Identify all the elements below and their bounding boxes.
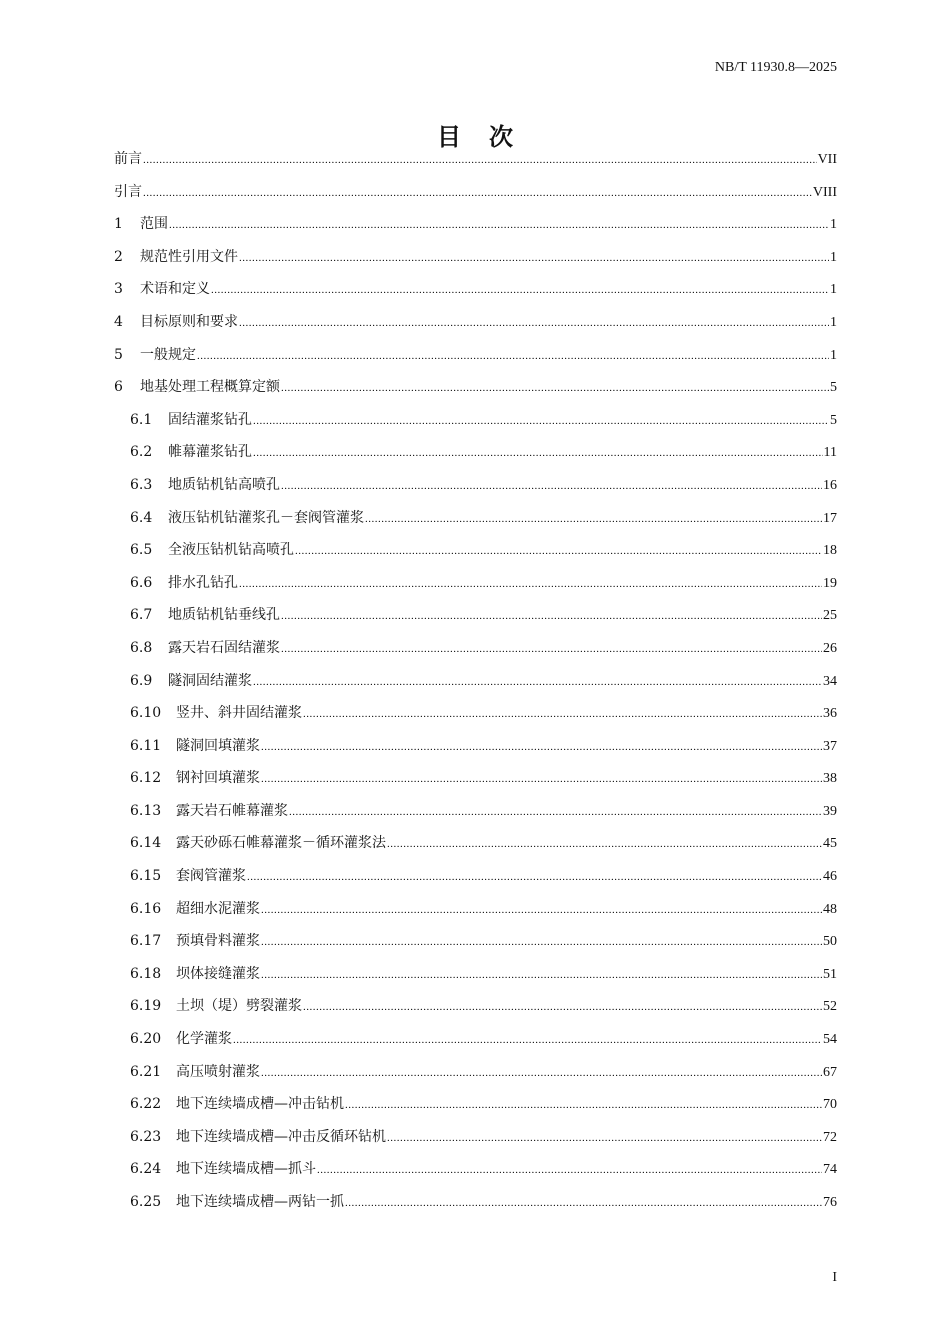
toc-entry-page: 38 bbox=[823, 771, 837, 787]
toc-entry-number: 6.16 bbox=[130, 900, 162, 917]
toc-entry[interactable] bbox=[114, 1091, 837, 1124]
toc-entry-title: 土坝（堤）劈裂灌浆 bbox=[176, 998, 302, 1015]
toc-entry-title: 预填骨料灌浆 bbox=[176, 933, 260, 950]
toc-entry-title: 全液压钻机钻高喷孔 bbox=[168, 542, 294, 559]
toc-entry-title: 地下连续墙成槽—冲击钻机 bbox=[176, 1096, 344, 1113]
toc-entry-title: 高压喷射灌浆 bbox=[176, 1063, 260, 1080]
toc-entry-title: 帷幕灌浆钻孔 bbox=[168, 444, 252, 461]
toc-entry-title: 规范性引用文件 bbox=[140, 248, 238, 265]
toc-entry-title: 坝体接缝灌浆 bbox=[176, 965, 260, 982]
toc-entry-title: 地下连续墙成槽—抓斗 bbox=[176, 1161, 316, 1178]
toc-leader-dots bbox=[239, 310, 829, 336]
page-title: 目次 bbox=[437, 123, 541, 151]
toc-leader-dots bbox=[197, 343, 829, 369]
toc-entry[interactable] bbox=[114, 635, 837, 668]
toc-leader-dots bbox=[289, 799, 822, 825]
toc-entry[interactable] bbox=[114, 733, 837, 766]
toc-entry[interactable] bbox=[114, 570, 837, 603]
toc-leader-dots bbox=[261, 1060, 822, 1086]
toc-entry-page: 1 bbox=[830, 347, 837, 363]
toc-leader-dots bbox=[317, 1157, 822, 1183]
toc-leader-dots bbox=[261, 897, 822, 923]
toc-leader-dots bbox=[387, 831, 822, 857]
toc-entry[interactable] bbox=[114, 896, 837, 929]
toc-entry-page: 54 bbox=[823, 1032, 837, 1048]
toc-entry-title: 隧洞固结灌浆 bbox=[168, 672, 252, 689]
toc-entry-page: 19 bbox=[823, 575, 837, 591]
toc-leader-dots bbox=[295, 538, 822, 564]
toc-entry-page: 46 bbox=[823, 869, 837, 885]
toc-entry-page: 17 bbox=[823, 510, 837, 526]
toc-leader-dots bbox=[281, 603, 822, 629]
toc-entry[interactable] bbox=[114, 602, 837, 635]
toc-entry[interactable] bbox=[114, 244, 837, 277]
toc-leader-dots bbox=[211, 277, 829, 303]
toc-entry[interactable] bbox=[114, 993, 837, 1026]
toc-entry-number: 6.22 bbox=[130, 1096, 162, 1113]
toc-entry-page: 1 bbox=[830, 249, 837, 265]
toc-entry-number: 6.5 bbox=[130, 542, 153, 559]
toc-entry-number: 6.25 bbox=[130, 1194, 162, 1210]
toc-entry-number: 6.19 bbox=[130, 998, 162, 1015]
toc-entry-number: 6.7 bbox=[130, 607, 153, 624]
toc-entry-title: 地质钻机钻垂线孔 bbox=[168, 607, 280, 624]
toc-entry-number: 6.6 bbox=[130, 574, 153, 591]
toc-entry-title: 竖井、斜井固结灌浆 bbox=[176, 705, 302, 722]
toc-entry[interactable] bbox=[114, 765, 837, 798]
toc-entry-number: 4 bbox=[114, 313, 123, 330]
toc-entry-title: 地基处理工程概算定额 bbox=[140, 379, 280, 396]
toc-entry-page: 50 bbox=[823, 934, 837, 950]
toc-entry-number: 6.3 bbox=[130, 476, 153, 493]
toc-entry-title: 超细水泥灌浆 bbox=[176, 900, 260, 917]
toc-entry[interactable] bbox=[114, 146, 837, 179]
toc-entry-title: 固结灌浆钻孔 bbox=[168, 411, 252, 428]
toc-entry[interactable] bbox=[114, 374, 837, 407]
toc-entry-number: 6.20 bbox=[130, 1031, 162, 1048]
toc-entry-number: 6.13 bbox=[130, 802, 162, 819]
toc-entry-number: 6.23 bbox=[130, 1128, 162, 1145]
toc-leader-dots bbox=[281, 473, 822, 499]
toc-leader-dots bbox=[143, 180, 812, 206]
page-number: I bbox=[832, 1270, 837, 1285]
toc-leader-dots bbox=[281, 636, 822, 662]
toc-entry[interactable] bbox=[114, 668, 837, 701]
toc-entry-number: 6.2 bbox=[130, 444, 153, 461]
toc-entry-title: 化学灌浆 bbox=[176, 1031, 232, 1048]
toc-entry-number: 6.21 bbox=[130, 1063, 162, 1080]
toc-entry-number: 1 bbox=[114, 216, 123, 233]
toc-entry-page: 72 bbox=[823, 1129, 837, 1145]
toc-entry-number: 6.14 bbox=[130, 835, 162, 852]
toc-leader-dots bbox=[261, 962, 822, 988]
toc-entry-title: 排水孔钻孔 bbox=[168, 574, 238, 591]
toc-entry-page: 52 bbox=[823, 999, 837, 1015]
toc-leader-dots bbox=[253, 669, 822, 695]
toc-entry-title: 露天砂砾石帷幕灌浆－循环灌浆法 bbox=[176, 835, 386, 852]
toc-entry[interactable] bbox=[114, 961, 837, 994]
toc-entry-title: 一般规定 bbox=[140, 346, 196, 363]
toc-entry-number: 6.8 bbox=[130, 639, 153, 656]
toc-entry-number: 6.9 bbox=[130, 672, 153, 689]
toc-entry[interactable] bbox=[114, 276, 837, 309]
toc-entry[interactable] bbox=[114, 700, 837, 733]
toc-entry-page: 5 bbox=[830, 412, 837, 428]
toc-entry-number: 6.24 bbox=[130, 1161, 162, 1178]
toc-entry-number: 6.10 bbox=[130, 705, 162, 722]
toc-entry-title: 引言 bbox=[114, 183, 142, 200]
toc-entry[interactable] bbox=[114, 1156, 837, 1189]
toc-entry-title: 露天岩石帷幕灌浆 bbox=[176, 802, 288, 819]
toc-entry-page: 67 bbox=[823, 1064, 837, 1080]
toc-entry-page: 39 bbox=[823, 803, 837, 819]
toc-entry[interactable] bbox=[114, 211, 837, 244]
toc-leader-dots bbox=[247, 864, 822, 890]
toc-leader-dots bbox=[261, 734, 822, 760]
toc-entry[interactable] bbox=[114, 179, 837, 212]
toc-entry-page: 11 bbox=[823, 445, 837, 461]
toc-entry-page: 1 bbox=[830, 314, 837, 330]
toc-entry-number: 6.4 bbox=[130, 509, 153, 526]
toc-entry[interactable] bbox=[114, 407, 837, 440]
toc-entry-number: 6.15 bbox=[130, 868, 162, 885]
toc-entry-number: 6.17 bbox=[130, 933, 162, 950]
toc-entry-title: 钢衬回填灌浆 bbox=[176, 770, 260, 787]
toc-leader-dots bbox=[365, 506, 822, 532]
toc-entry-title: 露天岩石固结灌浆 bbox=[168, 639, 280, 656]
toc-entry-page: 26 bbox=[823, 640, 837, 656]
toc-leader-dots bbox=[303, 701, 822, 727]
toc-leader-dots bbox=[345, 1190, 822, 1216]
toc-leader-dots bbox=[253, 408, 829, 434]
toc-entry[interactable] bbox=[114, 309, 837, 342]
toc-entry[interactable] bbox=[114, 928, 837, 961]
toc-entry[interactable] bbox=[114, 472, 837, 505]
toc-entry-title: 范围 bbox=[140, 216, 168, 233]
toc-leader-dots bbox=[169, 212, 829, 238]
toc-leader-dots bbox=[261, 766, 822, 792]
toc-entry-title: 地下连续墙成槽—两钻一抓 bbox=[176, 1194, 344, 1210]
toc-entry-page: 5 bbox=[830, 380, 837, 396]
toc-leader-dots bbox=[253, 440, 823, 466]
toc-entry-title: 套阀管灌浆 bbox=[176, 868, 246, 885]
toc-entry-page: 76 bbox=[823, 1195, 837, 1210]
toc-entry[interactable] bbox=[114, 505, 837, 538]
toc-entry-page: VII bbox=[817, 152, 837, 167]
toc-entry-page: 1 bbox=[830, 282, 837, 298]
toc-entry-page: 34 bbox=[823, 673, 837, 689]
toc-entry-page: 74 bbox=[823, 1162, 837, 1178]
toc-leader-dots bbox=[239, 571, 822, 597]
toc-entry-page: 45 bbox=[823, 836, 837, 852]
toc-entry-number: 5 bbox=[114, 346, 123, 363]
toc-entry-page: 1 bbox=[830, 217, 837, 233]
toc-entry[interactable] bbox=[114, 537, 837, 570]
toc-entry[interactable] bbox=[114, 1059, 837, 1092]
toc-entry[interactable] bbox=[114, 1026, 837, 1059]
toc-entry-title: 前言 bbox=[114, 151, 142, 167]
toc-entry-title: 地下连续墙成槽—冲击反循环钻机 bbox=[176, 1128, 386, 1145]
toc-entry[interactable] bbox=[114, 1189, 837, 1222]
standard-code: NB/T 11930.8—2025 bbox=[714, 60, 837, 75]
toc-entry-page: 37 bbox=[823, 738, 837, 754]
toc-entry-title: 术语和定义 bbox=[140, 281, 210, 298]
toc-entry-page: VIII bbox=[812, 184, 837, 200]
toc-entry-page: 18 bbox=[823, 543, 837, 559]
toc-entry-number: 6.1 bbox=[130, 411, 153, 428]
toc-entry-page: 51 bbox=[823, 966, 837, 982]
toc-entry-page: 48 bbox=[823, 901, 837, 917]
toc-entry[interactable] bbox=[114, 342, 837, 375]
toc-leader-dots bbox=[281, 375, 829, 401]
toc-entry[interactable] bbox=[114, 830, 837, 863]
toc-entry-number: 6 bbox=[114, 379, 123, 396]
toc-entry-title: 地质钻机钻高喷孔 bbox=[168, 476, 280, 493]
toc-leader-dots bbox=[143, 147, 817, 173]
toc-entry-number: 6.12 bbox=[130, 770, 162, 787]
toc-entry-title: 液压钻机钻灌浆孔－套阀管灌浆 bbox=[168, 509, 364, 526]
toc-entry-number: 3 bbox=[114, 281, 123, 298]
toc-leader-dots bbox=[345, 1092, 822, 1118]
toc-entry[interactable] bbox=[114, 1124, 837, 1157]
toc-entry-number: 2 bbox=[114, 248, 123, 265]
toc-entry[interactable] bbox=[114, 439, 837, 472]
toc-entry-title: 隧洞回填灌浆 bbox=[176, 737, 260, 754]
toc-entry-page: 25 bbox=[823, 608, 837, 624]
toc-leader-dots bbox=[303, 994, 822, 1020]
toc-entry-title: 目标原则和要求 bbox=[140, 313, 238, 330]
toc-leader-dots bbox=[233, 1027, 822, 1053]
toc-entry[interactable] bbox=[114, 798, 837, 831]
toc-entry-number: 6.18 bbox=[130, 965, 162, 982]
toc-entry-page: 16 bbox=[823, 477, 837, 493]
toc-entry-number: 6.11 bbox=[130, 737, 162, 754]
toc-entry-page: 36 bbox=[823, 706, 837, 722]
toc-leader-dots bbox=[387, 1125, 822, 1151]
toc-leader-dots bbox=[239, 245, 829, 271]
table-of-contents bbox=[114, 146, 837, 1222]
toc-entry[interactable] bbox=[114, 863, 837, 896]
toc-entry-page: 70 bbox=[823, 1097, 837, 1113]
toc-leader-dots bbox=[261, 929, 822, 955]
